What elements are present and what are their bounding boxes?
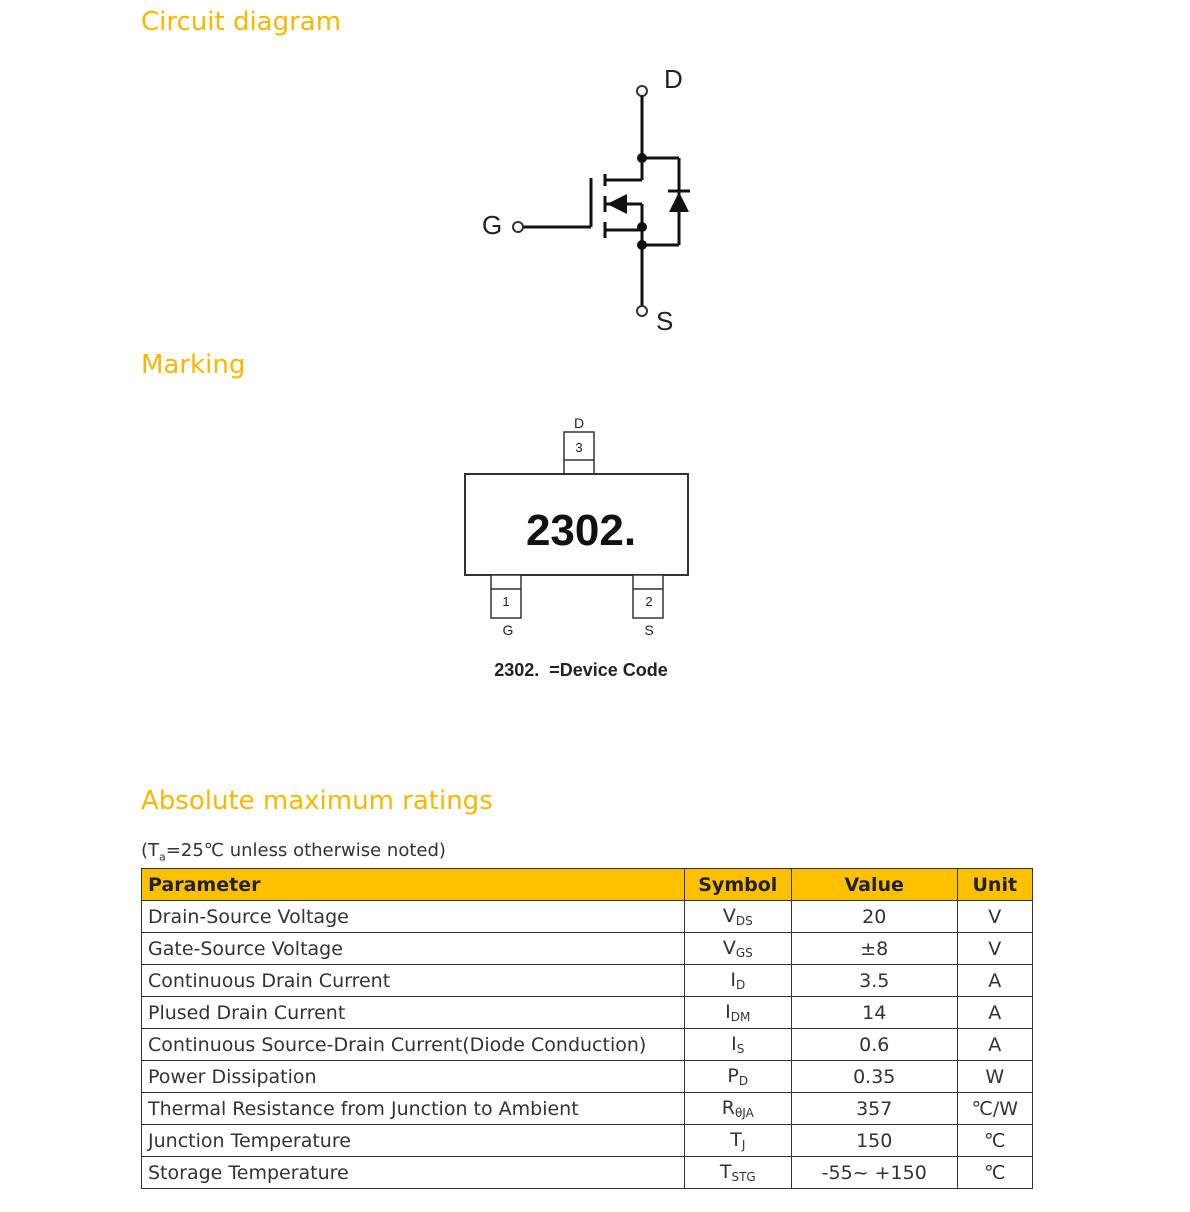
unit-cell: A [957, 1029, 1032, 1061]
table-row [142, 1093, 1033, 1125]
source-label: S [656, 306, 674, 336]
value-cell: 20 [791, 901, 957, 933]
value-cell: 150 [791, 1125, 957, 1157]
circuit-diagram-title: Circuit diagram [141, 7, 342, 37]
parameter-cell: Thermal Resistance from Junction to Ambient [142, 1093, 685, 1125]
channel-arrow [607, 194, 627, 214]
value-cell: 357 [791, 1093, 957, 1125]
gate-terminal [513, 222, 523, 232]
pin-2-number: 2 [645, 594, 653, 609]
source-terminal [637, 306, 647, 316]
body-diode [669, 192, 689, 212]
gate-label: G [482, 210, 503, 240]
parameter-cell: Gate-Source Voltage [142, 933, 685, 965]
symbol-cell: TSTG [684, 1157, 791, 1189]
value-cell: 14 [791, 997, 957, 1029]
drain-terminal [637, 86, 647, 96]
value-cell: -55~ +150 [791, 1157, 957, 1189]
pin-1-number: 1 [502, 594, 510, 609]
conditions-note: ($T_a=25℃$ unless otherwise noted) [141, 840, 446, 864]
parameter-cell: Storage Temperature [142, 1157, 685, 1189]
parameter-cell: Drain-Source Voltage [142, 901, 685, 933]
unit-cell: W [957, 1061, 1032, 1093]
pin-left-label: G [502, 622, 514, 638]
header-symbol: Symbol [684, 869, 791, 901]
pin-right-label: S [644, 622, 654, 638]
table-row [142, 933, 1033, 965]
value-cell: ±8 [791, 933, 957, 965]
table-row [142, 901, 1033, 933]
pin-3-number: 3 [575, 440, 583, 455]
unit-cell: A [957, 965, 1032, 997]
symbol-cell: ID [684, 965, 791, 997]
unit-cell: ℃ [957, 1157, 1032, 1189]
table-row [142, 965, 1033, 997]
table-row [142, 1061, 1033, 1093]
parameter-cell: Plused Drain Current [142, 997, 685, 1029]
device-code: 2302. [525, 506, 637, 555]
symbol-cell: TJ [684, 1125, 791, 1157]
symbol-cell: IS [684, 1029, 791, 1061]
symbol-cell: VDS [684, 901, 791, 933]
table-header-row [142, 869, 1033, 901]
parameter-cell: Continuous Drain Current [142, 965, 685, 997]
ratings-table [141, 868, 1033, 1189]
marking-title: Marking [141, 350, 246, 380]
unit-cell: V [957, 933, 1032, 965]
header-unit: Unit [957, 869, 1032, 901]
table-row [142, 1125, 1033, 1157]
table-row [142, 1157, 1033, 1189]
symbol-cell: VGS [684, 933, 791, 965]
unit-cell: ℃ [957, 1125, 1032, 1157]
package-marking-diagram [455, 405, 715, 690]
parameter-cell: Power Dissipation [142, 1061, 685, 1093]
unit-cell: ℃/W [957, 1093, 1032, 1125]
header-value: Value [791, 869, 957, 901]
parameter-cell: Continuous Source-Drain Current(Diode Conduction) [142, 1029, 685, 1061]
symbol-cell: RθJA [684, 1093, 791, 1125]
unit-cell: V [957, 901, 1032, 933]
symbol-cell: IDM [684, 997, 791, 1029]
header-parameter: Parameter [142, 869, 685, 901]
value-cell: 0.6 [791, 1029, 957, 1061]
symbol-cell: PD [684, 1061, 791, 1093]
value-cell: 3.5 [791, 965, 957, 997]
value-cell: 0.35 [791, 1061, 957, 1093]
table-row [142, 1029, 1033, 1061]
unit-cell: A [957, 997, 1032, 1029]
device-code-caption: 2302. =Device Code [494, 660, 668, 680]
ratings-title: Absolute maximum ratings [141, 786, 493, 816]
drain-label: D [664, 64, 683, 94]
mosfet-circuit-diagram [470, 60, 710, 340]
table-row [142, 997, 1033, 1029]
parameter-cell: Junction Temperature [142, 1125, 685, 1157]
pin-top-label: D [573, 415, 585, 431]
